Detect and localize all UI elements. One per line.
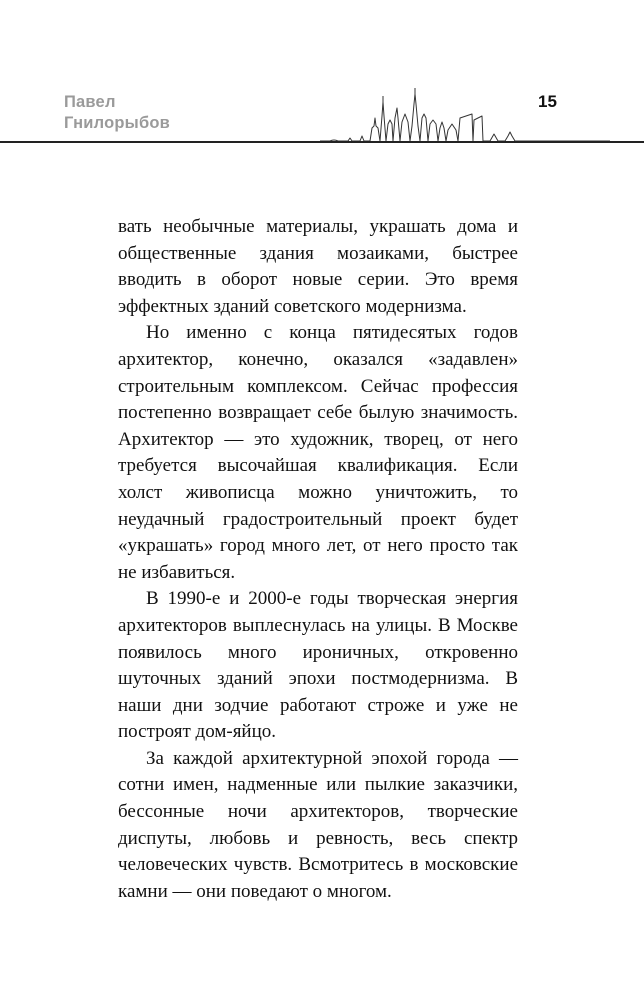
running-header-author: [64, 92, 170, 134]
author-first-name: Павел: [64, 93, 116, 111]
paragraph-2: Но именно с конца пятидесятых годов архитектор, конечно, оказался «задавлен» строительным комплексом. Сейчас профессия постепенно возвращает себе былую значимость. Архитектор — это художник, творец, от него требуется высочайшая квалификация. Если холст живописца можно уничтожить, то неудачный градостроительный проект будет «украшать» город много лет, от него просто так не избавиться.: [118, 322, 518, 583]
paragraph-3: В 1990-е и 2000-е годы творческая энергия архитекторов выплеснулась на улицы. В Москве появилось много ироничных, откровенно шуточных зданий эпохи постмодернизма. В наши дни зодчие работают строже и уже не построят дом-яйцо.: [118, 588, 518, 743]
city-skyline-illustration: [320, 88, 610, 148]
page-number: 15: [538, 92, 557, 111]
author-last-name: Гнилорыбов: [64, 114, 170, 132]
header-rule: [0, 141, 644, 143]
body-text: [118, 214, 518, 905]
paragraph-1: вать необычные материалы, украшать дома и общественные здания мозаиками, быстрее вводить в оборот новые серии. Это время эффектных зданий советского модернизма.: [118, 216, 518, 317]
paragraph-4: За каждой архитектурной эпохой города — сотни имен, надменные или пылкие заказчики, бессонные ночи архитекторов, творческие диспуты, любовь и ревность, весь спектр человеческих чувств. Всмотритесь в московские камни — они поведают о многом.: [118, 747, 518, 902]
